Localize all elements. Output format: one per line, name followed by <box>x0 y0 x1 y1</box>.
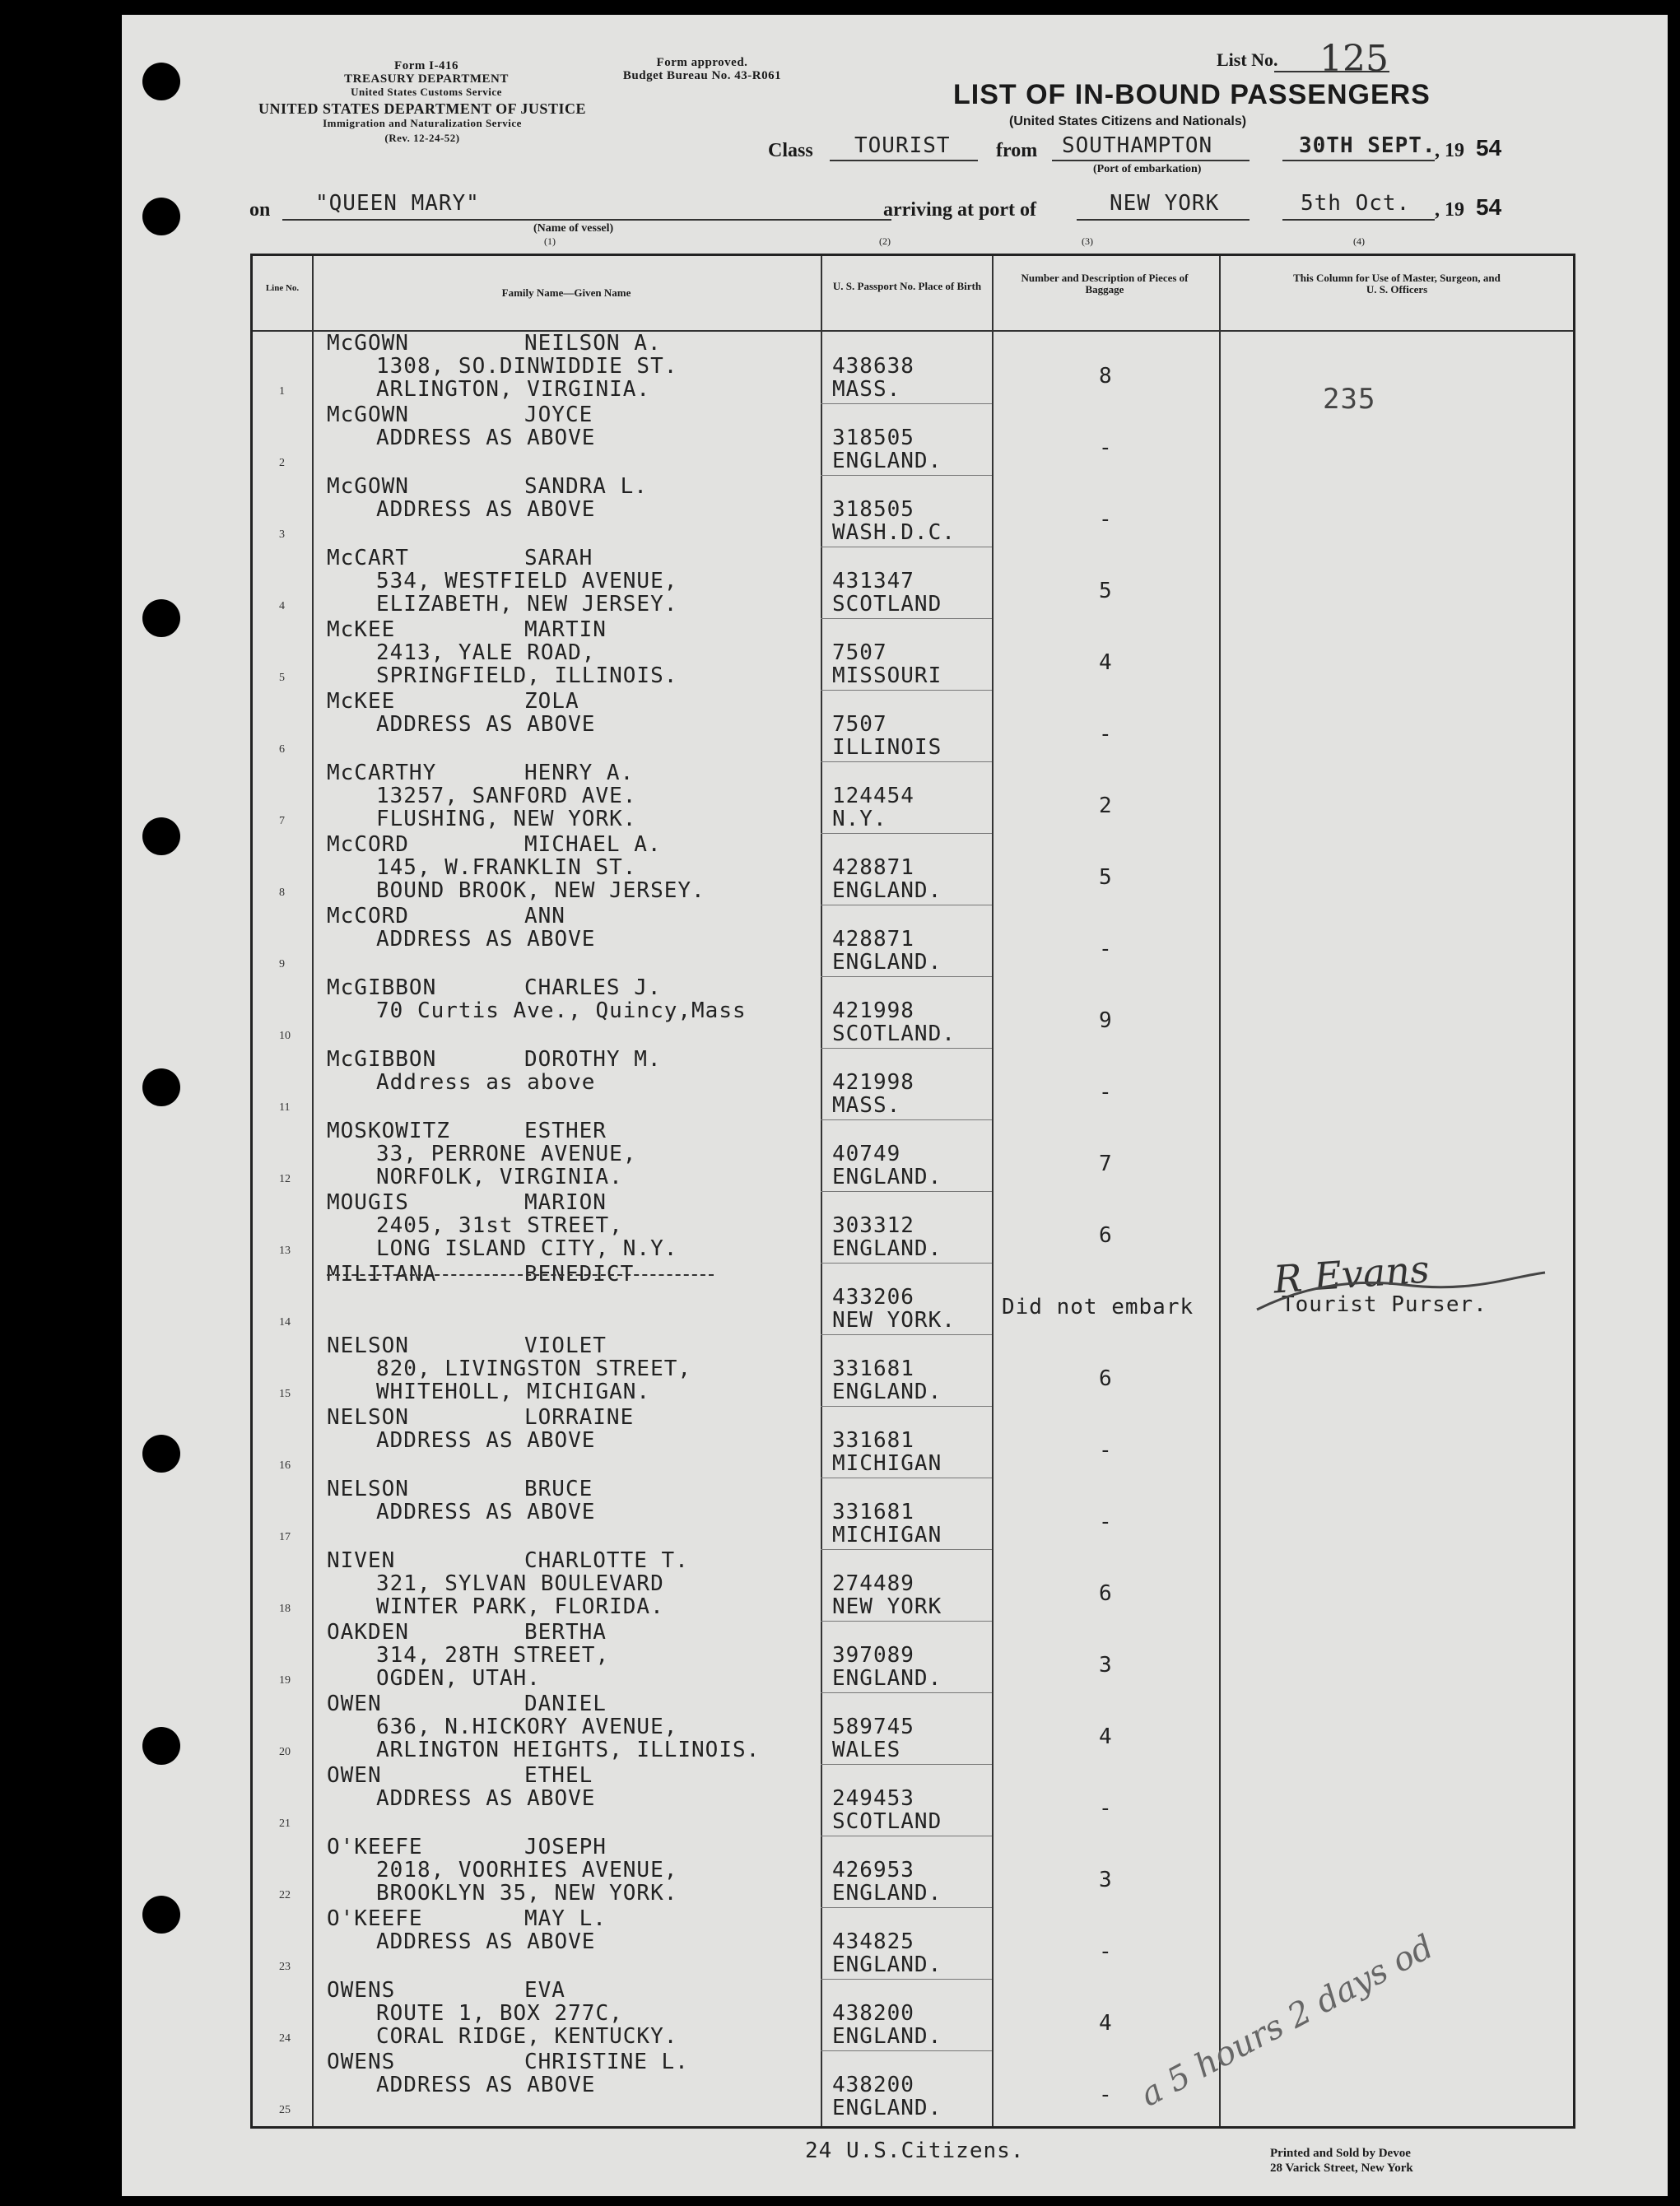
line-number: 15 <box>279 1388 291 1400</box>
address-line-1: ADDRESS AS ABOVE <box>376 927 596 952</box>
baggage-count: 4 <box>1099 650 1113 675</box>
given-name: JOYCE <box>524 403 593 427</box>
document-page <box>122 15 1668 2196</box>
budget-bureau: Budget Bureau No. 43-R061 <box>622 69 782 82</box>
line-number: 21 <box>279 1817 291 1830</box>
address-line-1: 314, 28TH STREET, <box>376 1643 610 1668</box>
address-line-1: 534, WESTFIELD AVENUE, <box>376 569 678 593</box>
family-name: NELSON <box>327 1405 409 1430</box>
address-line-1: 636, N.HICKORY AVENUE, <box>376 1715 678 1739</box>
embark-port: SOUTHAMPTON <box>1062 133 1213 158</box>
table-row <box>253 1406 1573 1478</box>
passport-number: 428871 <box>832 927 914 952</box>
given-name: BENEDICT <box>524 1262 635 1287</box>
line-number: 24 <box>279 2032 291 2045</box>
justice-block <box>241 101 603 146</box>
class-value: TOURIST <box>854 133 951 158</box>
baggage-count: - <box>1099 937 1113 961</box>
citizen-total: 24 U.S.Citizens. <box>805 2139 1025 2163</box>
line-number: 13 <box>279 1245 291 1257</box>
address-line-2: SPRINGFIELD, ILLINOIS. <box>376 663 678 688</box>
line-number: 25 <box>279 2104 291 2116</box>
row-divider <box>821 690 992 691</box>
address-line-1: ADDRESS AS ABOVE <box>376 497 596 522</box>
family-name: OAKDEN <box>327 1620 409 1645</box>
punch-hole <box>142 1896 180 1934</box>
form-agency-block <box>319 59 533 99</box>
place-of-birth: ENGLAND. <box>832 2096 942 2120</box>
given-name: ETHEL <box>524 1763 593 1788</box>
passport-number: 318505 <box>832 497 914 522</box>
place-of-birth: ENGLAND. <box>832 878 942 903</box>
given-name: EVA <box>524 1978 565 2003</box>
baggage-count: - <box>1099 1796 1113 1821</box>
row-divider <box>821 403 992 404</box>
passport-number: 421998 <box>832 1070 914 1095</box>
place-of-birth: MICHIGAN <box>832 1451 942 1476</box>
address-line-1: ADDRESS AS ABOVE <box>376 1428 596 1453</box>
row-divider <box>821 1119 992 1120</box>
line-number: 7 <box>279 815 285 827</box>
line-number: 2 <box>279 457 285 469</box>
table-row <box>253 1836 1573 1907</box>
line-number: 11 <box>279 1101 291 1114</box>
passport-number: 438200 <box>832 2073 914 2097</box>
baggage-count: - <box>1099 435 1113 460</box>
address-line-1: 2018, VOORHIES AVENUE, <box>376 1858 678 1883</box>
punch-hole <box>142 1727 180 1765</box>
baggage-count: 5 <box>1099 579 1113 603</box>
passenger-table <box>250 254 1575 2129</box>
row-divider <box>821 1334 992 1335</box>
line-number: 4 <box>279 600 285 612</box>
arrival-port-underline <box>1077 219 1250 221</box>
officer-note: 235 <box>1323 383 1376 416</box>
family-name: OWEN <box>327 1692 382 1716</box>
family-name: OWEN <box>327 1763 382 1788</box>
given-name: CHARLES J. <box>524 975 662 1000</box>
row-divider <box>821 1979 992 1980</box>
line-number: 6 <box>279 743 285 756</box>
passport-number: 318505 <box>832 426 914 450</box>
given-name: DOROTHY M. <box>524 1047 662 1072</box>
given-name: ZOLA <box>524 689 579 714</box>
baggage-count: - <box>1099 722 1113 747</box>
punch-hole <box>142 1068 180 1106</box>
passport-number: 431347 <box>832 569 914 593</box>
family-name: McGIBBON <box>327 1047 437 1072</box>
address-line-1: 1308, SO.DINWIDDIE ST. <box>376 354 678 379</box>
family-name: McCORD <box>327 832 409 857</box>
passport-number: 589745 <box>832 1715 914 1739</box>
row-divider <box>821 1406 992 1407</box>
table-row <box>253 976 1573 1048</box>
table-row <box>253 690 1573 761</box>
depart-year-prefix: , 19 <box>1435 140 1464 161</box>
handwritten-note: a 5 hours 2 days od <box>1134 1928 1440 2115</box>
family-name: MOUGIS <box>327 1190 409 1215</box>
signature-flourish <box>1240 1244 1553 1326</box>
table-row <box>253 761 1573 833</box>
passport-number: 124454 <box>832 784 914 808</box>
row-divider <box>821 761 992 762</box>
table-row <box>253 475 1573 547</box>
given-name: DANIEL <box>524 1692 607 1716</box>
row-divider <box>821 833 992 834</box>
place-of-birth: ENGLAND. <box>832 1881 942 1906</box>
address-line-1: ADDRESS AS ABOVE <box>376 1929 596 1954</box>
address-line-1: ROUTE 1, BOX 277C, <box>376 2001 623 2026</box>
family-name: O'KEEFE <box>327 1835 423 1859</box>
address-line-2: ARLINGTON, VIRGINIA. <box>376 377 651 402</box>
address-line-2: ARLINGTON HEIGHTS, ILLINOIS. <box>376 1738 761 1762</box>
passport-number: 438200 <box>832 2001 914 2026</box>
given-name: NEILSON A. <box>524 331 662 356</box>
place-of-birth: SCOTLAND. <box>832 1022 956 1046</box>
col-header-line: Line No. <box>265 283 300 293</box>
baggage-count: - <box>1099 1510 1113 1534</box>
baggage-count: - <box>1099 1438 1113 1463</box>
baggage-count: 6 <box>1099 1366 1113 1391</box>
baggage-count: - <box>1099 1939 1113 1964</box>
table-row <box>253 618 1573 690</box>
place-of-birth: MASS. <box>832 1093 901 1118</box>
address-line-1: ADDRESS AS ABOVE <box>376 712 596 737</box>
given-name: MICHAEL A. <box>524 832 662 857</box>
family-name: McKEE <box>327 689 396 714</box>
passport-number: 331681 <box>832 1500 914 1524</box>
passport-number: 397089 <box>832 1643 914 1668</box>
arrival-port: NEW YORK <box>1110 191 1220 216</box>
passport-number: 7507 <box>832 640 887 665</box>
printer-line-1: Printed and Sold by Devoe <box>1270 2147 1411 2160</box>
given-name: ANN <box>524 904 565 928</box>
place-of-birth: WASH.D.C. <box>832 520 956 545</box>
table-row <box>253 1692 1573 1764</box>
family-name: McGOWN <box>327 331 409 356</box>
address-line-2: BOUND BROOK, NEW JERSEY. <box>376 878 705 903</box>
line-number: 19 <box>279 1674 291 1687</box>
table-row <box>253 833 1573 905</box>
arriving-label: arriving at port of <box>883 199 1036 221</box>
table-row <box>253 1048 1573 1119</box>
baggage-count: - <box>1099 2083 1113 2107</box>
class-underline <box>830 160 978 161</box>
family-name: NELSON <box>327 1333 409 1358</box>
given-name: MARTIN <box>524 617 607 642</box>
row-divider <box>821 1621 992 1622</box>
form-approved: Form approved. <box>656 56 748 69</box>
form-approval <box>595 56 809 82</box>
arrival-date: 5th Oct. <box>1301 191 1411 216</box>
passport-number: 274489 <box>832 1571 914 1596</box>
passport-number: 7507 <box>832 712 887 737</box>
given-name: LORRAINE <box>524 1405 635 1430</box>
form-revision: (Rev. 12-24-52) <box>384 132 460 144</box>
given-name: VIOLET <box>524 1333 607 1358</box>
address-line-1: 13257, SANFORD AVE. <box>376 784 637 808</box>
col-4-number: (4) <box>1353 235 1365 247</box>
address-line-1: ADDRESS AS ABOVE <box>376 1500 596 1524</box>
punch-hole <box>142 198 180 235</box>
col-1-number: (1) <box>544 235 556 247</box>
row-divider <box>821 1764 992 1765</box>
passport-number: 428871 <box>832 855 914 880</box>
port-embark-note: (Port of embarkation) <box>1093 163 1202 175</box>
line-number: 5 <box>279 672 285 684</box>
baggage-count: 8 <box>1099 364 1113 389</box>
printer-line-2: 28 Varick Street, New York <box>1270 2162 1413 2175</box>
table-row <box>253 1764 1573 1836</box>
passport-number: 331681 <box>832 1428 914 1453</box>
col-header-passport: U. S. Passport No. Place of Birth <box>832 280 982 292</box>
address-line-1: ADDRESS AS ABOVE <box>376 2073 596 2097</box>
purser-title: Tourist Purser. <box>1282 1292 1487 1317</box>
justice-dept: UNITED STATES DEPARTMENT OF JUSTICE <box>258 100 586 117</box>
address-line-1: 2413, YALE ROAD, <box>376 640 596 665</box>
family-name: McGIBBON <box>327 975 437 1000</box>
place-of-birth: NEW YORK <box>832 1594 942 1619</box>
baggage-count: - <box>1099 1080 1113 1105</box>
address-line-2: ELIZABETH, NEW JERSEY. <box>376 592 678 617</box>
page-title: LIST OF IN-BOUND PASSENGERS <box>953 79 1431 110</box>
passport-number: 40749 <box>832 1142 901 1166</box>
table-row <box>253 1119 1573 1191</box>
baggage-count: Did not embark <box>1002 1295 1194 1319</box>
baggage-count: 6 <box>1099 1223 1113 1248</box>
given-name: MARION <box>524 1190 607 1215</box>
treasury-dept: TREASURY DEPARTMENT <box>344 72 509 86</box>
list-no-value: 125 <box>1319 38 1389 80</box>
baggage-count: 3 <box>1099 1653 1113 1678</box>
arrival-date-underline <box>1282 219 1435 221</box>
table-row <box>253 1478 1573 1549</box>
line-number: 23 <box>279 1961 291 1973</box>
given-name: ESTHER <box>524 1119 607 1143</box>
baggage-count: 4 <box>1099 1724 1113 1749</box>
row-divider <box>821 1263 992 1264</box>
line-number: 18 <box>279 1603 291 1615</box>
row-divider <box>821 1692 992 1693</box>
family-name: McCARTHY <box>327 761 437 785</box>
line-number: 17 <box>279 1531 291 1543</box>
address-line-2: WHITEHOLL, MICHIGAN. <box>376 1380 651 1404</box>
punch-hole <box>142 817 180 855</box>
place-of-birth: MICHIGAN <box>832 1523 942 1547</box>
address-line-1: 820, LIVINGSTON STREET, <box>376 1357 692 1381</box>
passport-number: 303312 <box>832 1213 914 1238</box>
given-name: MAY L. <box>524 1906 607 1931</box>
row-divider <box>821 1048 992 1049</box>
passport-number: 426953 <box>832 1858 914 1883</box>
family-name: MILITANA <box>327 1262 437 1287</box>
ins-service: Immigration and Naturalization Service <box>323 117 522 129</box>
date-underline <box>1282 160 1435 161</box>
place-of-birth: ENGLAND. <box>832 1165 942 1189</box>
line-number: 9 <box>279 958 285 970</box>
given-name: SARAH <box>524 546 593 570</box>
place-of-birth: NEW YORK. <box>832 1308 956 1333</box>
passport-number: 249453 <box>832 1786 914 1811</box>
line-number: 14 <box>279 1316 291 1329</box>
given-name: CHRISTINE L. <box>524 2050 689 2074</box>
port-underline <box>1052 160 1250 161</box>
line-number: 22 <box>279 1889 291 1901</box>
family-name: MOSKOWITZ <box>327 1119 450 1143</box>
line-number: 16 <box>279 1459 291 1472</box>
col-2-number: (2) <box>879 235 891 247</box>
family-name: McKEE <box>327 617 396 642</box>
vessel-underline <box>282 219 891 221</box>
address-line-2: CORAL RIDGE, KENTUCKY. <box>376 2024 678 2049</box>
address-line-2: NORFOLK, VIRGINIA. <box>376 1165 623 1189</box>
purser-signature: R Evans <box>1272 1246 1431 1302</box>
address-line-1: 33, PERRONE AVENUE, <box>376 1142 637 1166</box>
table-row <box>253 905 1573 976</box>
family-name: McGOWN <box>327 474 409 499</box>
baggage-count: 9 <box>1099 1008 1113 1033</box>
address-line-2: FLUSHING, NEW YORK. <box>376 807 637 831</box>
place-of-birth: ENGLAND. <box>832 1952 942 1977</box>
place-of-birth: SCOTLAND <box>832 1809 942 1834</box>
vessel-note: (Name of vessel) <box>533 222 614 235</box>
arrival-year: 54 <box>1476 194 1502 220</box>
baggage-count: 7 <box>1099 1152 1113 1176</box>
col-header-officers: This Column for Use of Master, Surgeon, and U. S. Officers <box>1293 272 1501 296</box>
class-label: Class <box>768 140 813 161</box>
row-divider <box>821 1907 992 1908</box>
line-number: 1 <box>279 385 285 398</box>
page-subtitle: (United States Citizens and Nationals) <box>1009 114 1247 128</box>
place-of-birth: ENGLAND. <box>832 1380 942 1404</box>
baggage-count: 5 <box>1099 865 1113 890</box>
vessel-name: "QUEEN MARY" <box>315 191 480 216</box>
address-line-1: 321, SYLVAN BOULEVARD <box>376 1571 664 1596</box>
line-number: 3 <box>279 528 285 541</box>
address-line-1: 2405, 31st STREET, <box>376 1213 623 1238</box>
given-name: BERTHA <box>524 1620 607 1645</box>
customs-service: United States Customs Service <box>351 86 502 98</box>
place-of-birth: WALES <box>832 1738 901 1762</box>
place-of-birth: MASS. <box>832 377 901 402</box>
on-label: on <box>249 199 271 221</box>
row-divider <box>821 1191 992 1192</box>
place-of-birth: ENGLAND. <box>832 1666 942 1691</box>
row-divider <box>821 475 992 476</box>
line-number: 8 <box>279 887 285 899</box>
given-name: CHARLOTTE T. <box>524 1548 689 1573</box>
family-name: OWENS <box>327 1978 396 2003</box>
address-line-1: Address as above <box>376 1070 596 1095</box>
baggage-count: - <box>1099 507 1113 532</box>
col-header-name: Family Name—Given Name <box>501 286 631 299</box>
col-header-baggage: Number and Description of Pieces of Baggage <box>1021 272 1189 296</box>
given-name: SANDRA L. <box>524 474 648 499</box>
address-line-2: LONG ISLAND CITY, N.Y. <box>376 1236 678 1261</box>
place-of-birth: N.Y. <box>832 807 887 831</box>
passport-number: 433206 <box>832 1285 914 1310</box>
col-3-number: (3) <box>1082 235 1093 247</box>
table-row <box>253 1549 1573 1621</box>
form-number: Form I-416 <box>394 59 458 72</box>
depart-date: 30TH SEPT. <box>1299 133 1436 158</box>
family-name: O'KEEFE <box>327 1906 423 1931</box>
family-name: McCART <box>327 546 409 570</box>
line-number: 10 <box>279 1030 291 1042</box>
family-name: NELSON <box>327 1477 409 1501</box>
baggage-count: 4 <box>1099 2011 1113 2036</box>
table-row <box>253 1334 1573 1406</box>
place-of-birth: ILLINOIS <box>832 735 942 760</box>
strike-line <box>327 1274 714 1276</box>
address-line-2: BROOKLYN 35, NEW YORK. <box>376 1881 678 1906</box>
family-name: NIVEN <box>327 1548 396 1573</box>
baggage-count: 6 <box>1099 1581 1113 1606</box>
table-row <box>253 547 1573 618</box>
place-of-birth: SCOTLAND <box>832 592 942 617</box>
table-row <box>253 1621 1573 1692</box>
family-name: McGOWN <box>327 403 409 427</box>
passport-number: 434825 <box>832 1929 914 1954</box>
row-divider <box>821 976 992 977</box>
place-of-birth: MISSOURI <box>832 663 942 688</box>
row-divider <box>821 618 992 619</box>
place-of-birth: ENGLAND. <box>832 449 942 473</box>
baggage-count: 2 <box>1099 794 1113 818</box>
passport-number: 421998 <box>832 998 914 1023</box>
address-line-2: WINTER PARK, FLORIDA. <box>376 1594 664 1619</box>
punch-hole <box>142 599 180 637</box>
given-name: BRUCE <box>524 1477 593 1501</box>
address-line-1: 70 Curtis Ave., Quincy,Mass <box>376 998 747 1023</box>
place-of-birth: ENGLAND. <box>832 950 942 975</box>
line-number: 20 <box>279 1746 291 1758</box>
arrival-year-prefix: , 19 <box>1435 199 1464 221</box>
line-number: 12 <box>279 1173 291 1185</box>
family-name: McCORD <box>327 904 409 928</box>
passport-number: 438638 <box>832 354 914 379</box>
punch-hole <box>142 1435 180 1473</box>
address-line-1: ADDRESS AS ABOVE <box>376 1786 596 1811</box>
family-name: OWENS <box>327 2050 396 2074</box>
passport-number: 331681 <box>832 1357 914 1381</box>
row-divider <box>821 1549 992 1550</box>
place-of-birth: ENGLAND. <box>832 1236 942 1261</box>
table-row <box>253 2050 1573 2122</box>
given-name: JOSEPH <box>524 1835 607 1859</box>
address-line-1: 145, W.FRANKLIN ST. <box>376 855 637 880</box>
address-line-1: ADDRESS AS ABOVE <box>376 426 596 450</box>
baggage-count: 3 <box>1099 1868 1113 1892</box>
punch-hole <box>142 63 180 100</box>
place-of-birth: ENGLAND. <box>832 2024 942 2049</box>
given-name: HENRY A. <box>524 761 635 785</box>
from-label: from <box>996 140 1038 161</box>
depart-year: 54 <box>1476 135 1502 161</box>
address-line-2: OGDEN, UTAH. <box>376 1666 541 1691</box>
row-divider <box>821 2050 992 2051</box>
list-no-label: List No. <box>1217 49 1278 70</box>
